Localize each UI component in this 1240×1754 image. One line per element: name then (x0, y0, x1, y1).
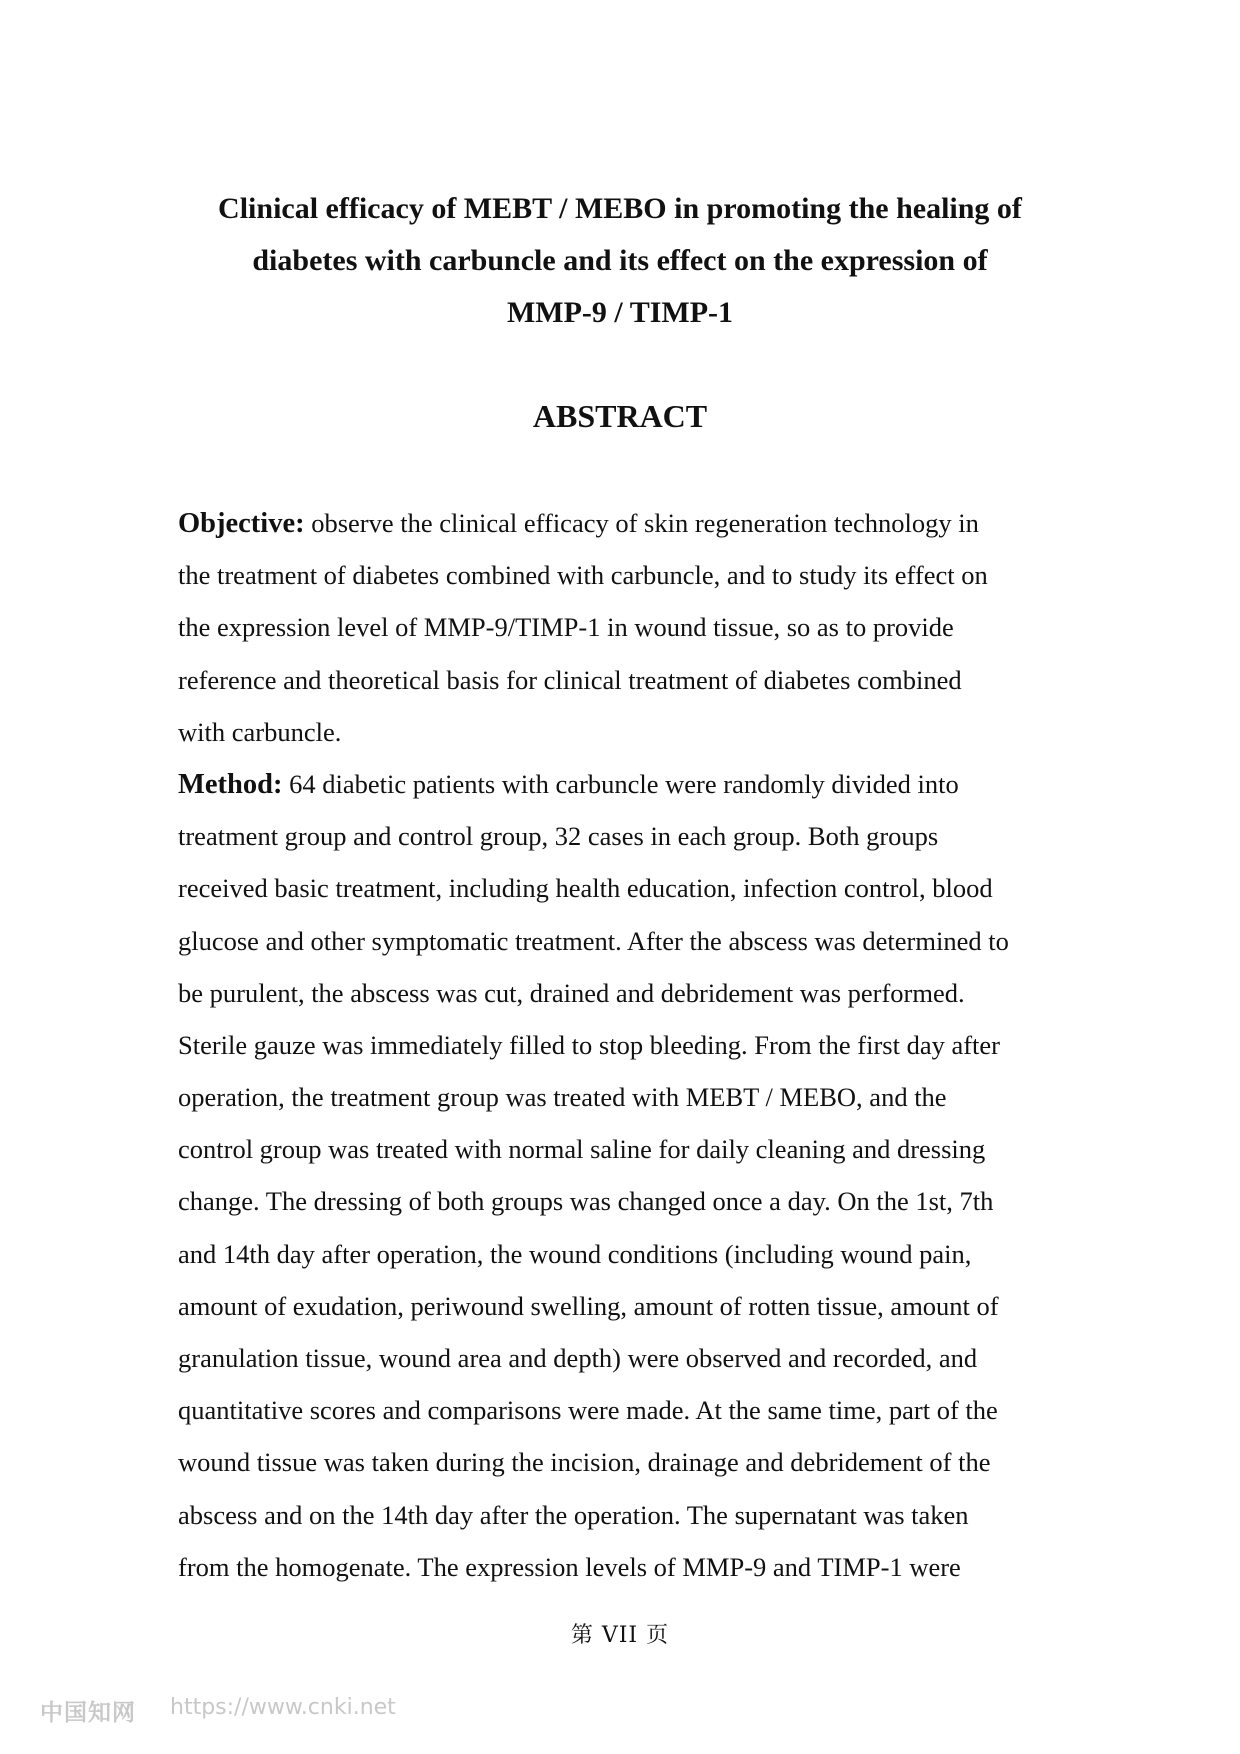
method-paragraph-line: abscess and on the 14th day after the operation. The supernatant was taken (178, 1499, 969, 1530)
objective-paragraph-line: the treatment of diabetes combined with carbuncle, and to study its effect on (178, 560, 988, 591)
abstract-heading: ABSTRACT (532, 398, 708, 434)
method-paragraph-line: quantitative scores and comparisons were made. At the same time, part of the (178, 1395, 998, 1426)
method-label: Method: (178, 768, 283, 800)
method-paragraph-line: amount of exudation, periwound swelling, amount of rotten tissue, amount of (178, 1290, 999, 1321)
title-line: diabetes with carbuncle and its effect on the expression of (252, 244, 988, 277)
paper-title (150, 183, 1090, 339)
objective-paragraph-line (178, 497, 1108, 549)
abstract-body (178, 497, 1108, 1593)
method-paragraph-line: glucose and other symptomatic treatment. After the abscess was determined to (178, 925, 1009, 956)
title-line: Clinical efficacy of MEBT / MEBO in promoting the healing of (218, 192, 1022, 225)
objective-text: observe the clinical efficacy of skin regeneration technology in (304, 508, 979, 538)
method-paragraph-line: be purulent, the abscess was cut, drained and debridement was performed. (178, 977, 965, 1008)
objective-paragraph-line: reference and theoretical basis for clinical treatment of diabetes combined (178, 664, 962, 695)
page-number: 第 VII 页 (570, 1623, 670, 1648)
method-paragraph-line: from the homogenate. The expression levels of MMP-9 and TIMP-1 were (178, 1551, 961, 1582)
objective-label: Objective: (178, 508, 305, 539)
method-paragraph-line: and 14th day after operation, the wound conditions (including wound pain, (178, 1238, 972, 1269)
method-paragraph-line: operation, the treatment group was treated with MEBT / MEBO, and the (178, 1082, 947, 1113)
objective-paragraph-line: with carbuncle. (178, 716, 342, 747)
cnki-watermark-logo: 中国知网 (40, 1700, 136, 1726)
title-line: MMP-9 / TIMP-1 (506, 296, 734, 329)
objective-paragraph-line: the expression level of MMP-9/TIMP-1 in wound tissue, so as to provide (178, 612, 954, 643)
method-paragraph-line: received basic treatment, including health education, infection control, blood (178, 873, 993, 904)
method-text: 64 diabetic patients with carbuncle were randomly divided into (282, 768, 959, 799)
method-paragraph-line: wound tissue was taken during the incision, drainage and debridement of the (178, 1447, 991, 1478)
method-paragraph-line: granulation tissue, wound area and depth) were observed and recorded, and (178, 1343, 978, 1373)
method-paragraph-line: control group was treated with normal saline for daily cleaning and dressing (178, 1134, 986, 1165)
method-paragraph-line: treatment group and control group, 32 cases in each group. Both groups (178, 821, 939, 852)
method-paragraph-line (178, 758, 1108, 810)
cnki-watermark-url: https://www.cnki.net (170, 1695, 396, 1720)
method-paragraph-line: Sterile gauze was immediately filled to stop bleeding. From the first day after (178, 1029, 1001, 1060)
method-paragraph-line: change. The dressing of both groups was changed once a day. On the 1st, 7th (178, 1186, 994, 1217)
